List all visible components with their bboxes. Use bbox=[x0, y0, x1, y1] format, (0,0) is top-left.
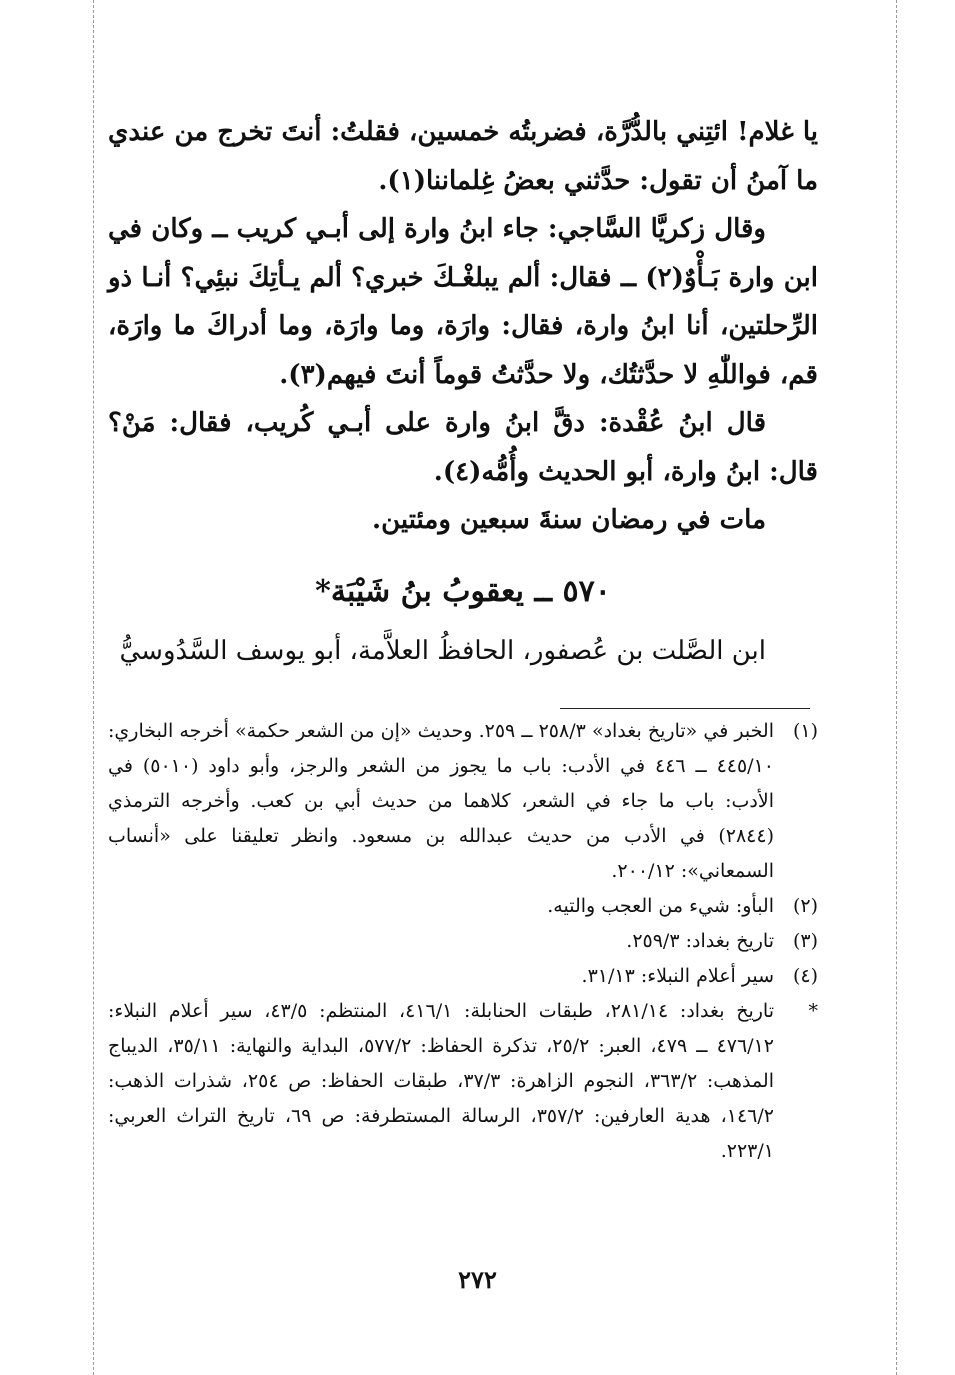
footnote-number: (٣) bbox=[792, 930, 818, 952]
scan-margin-line-left bbox=[93, 0, 94, 1375]
footnote bbox=[108, 714, 818, 889]
footnote-text: الخبر في «تاريخ بغداد» ٢٥٨/٣ ــ ٢٥٩. وحديث «إن من الشعر حكمة» أخرجه البخاري: ٤٤٥/١٠ ــ ٤٤٦ في الأدب: باب ما يجوز من الشعر والرجز، وأبو داود (٥٠١٠) في الأدب: باب ما جاء في الشعر، كلاهما من حديث أبي بن كعب. وأخرجه الترمذي (٢٨٤٤) في الأدب من حديث عبدالله بن مسعود. وانظر تعليقنا على «أنساب السمعاني»: ٢٠٠/١٢. bbox=[108, 720, 774, 882]
body-paragraph: وقال زكريَّا السَّاجي: جاء ابنُ وارة إلى أبـي كريب ــ وكان في ابن وارة بَـأْوٌ(٢) ــ فقال: ألم يبلغْـكَ خبري؟ ألم يـأتِكَ نبئِي؟ أنـا ذو الرِّحلتين، أنا ابنُ وارة، فقال: وارَة، وما وارَة، وما أدراكَ ما وارَة، قم، فواللّٰهِ لا حدَّثتُك، ولا حدَّثتُ قوماً أنتَ فيهم(٣). bbox=[108, 214, 819, 390]
footnotes bbox=[108, 714, 818, 1169]
page-number: ٢٧٢ bbox=[458, 1265, 497, 1294]
footnote-text: سير أعلام النبلاء: ٣١/١٣. bbox=[581, 965, 774, 987]
entry-lineage: ابن الصَّلت بن عُصفور، الحافظُ العلاَّمة، أبو يوسف السَّدُوسيُّ bbox=[119, 635, 766, 666]
scan-margin-line-right bbox=[896, 0, 897, 1375]
footnote-sources bbox=[108, 994, 818, 1169]
body-paragraph: قال ابنُ عُقْدة: دقَّ ابنُ وارة على أبـي كُريب، فقال: مَنْ؟ قال: ابنُ وارة، أبو الحديث وأُمُّه(٤). bbox=[108, 408, 818, 487]
main-text-block bbox=[108, 108, 818, 675]
footnote-divider bbox=[560, 708, 810, 709]
footnote-number: (٤) bbox=[792, 965, 818, 987]
footnote-number: (١) bbox=[792, 720, 818, 742]
footnote bbox=[108, 889, 818, 924]
footnote-text: البأو: شيء من العجب والتيه. bbox=[547, 895, 774, 917]
body-paragraph: يا غلام! ائتِني بالدُّرَّة، فضربتُه خمسين، فقلتُ: أنتَ تخرج من عندي ما آمنُ أن تقول: حدَّثني بعضُ غِلماننا(١). bbox=[108, 117, 818, 196]
footnote-asterisk: * bbox=[808, 1000, 818, 1022]
footnote-number: (٢) bbox=[792, 895, 818, 917]
footnote-text: تاريخ بغداد: ٢٥٩/٣. bbox=[626, 930, 774, 952]
footnote bbox=[108, 959, 818, 994]
entry-heading: ٥٧٠ ــ يعقوبُ بنُ شَيْبَة* bbox=[315, 573, 611, 609]
body-text bbox=[108, 108, 818, 545]
footnote-text: تاريخ بغداد: ٢٨١/١٤، طبقات الحنابلة: ٤١٦/١، المنتظم: ٤٣/٥، سير أعلام النبلاء: ٤٧٦/١٢ ــ ٤٧٩، العبر: ٢٥/٢، تذكرة الحفاظ: ٥٧٧/٢، البداية والنهاية: ٣٥/١١، الديباج المذهب: ٣٦٣/٢، النجوم الزاهرة: ٣٧/٣، طبقات الحفاظ: ص ٢٥٤، شذرات الذهب: ١٤٦/٢، هدية العارفين: ٣٥٧/٢، الرسالة المستطرفة: ص ٦٩، تاريخ التراث العربي: ٢٢٣/١. bbox=[108, 1000, 775, 1162]
footnote bbox=[108, 924, 818, 959]
body-paragraph: مات في رمضان سنةَ سبعين ومئتين. bbox=[372, 505, 766, 535]
